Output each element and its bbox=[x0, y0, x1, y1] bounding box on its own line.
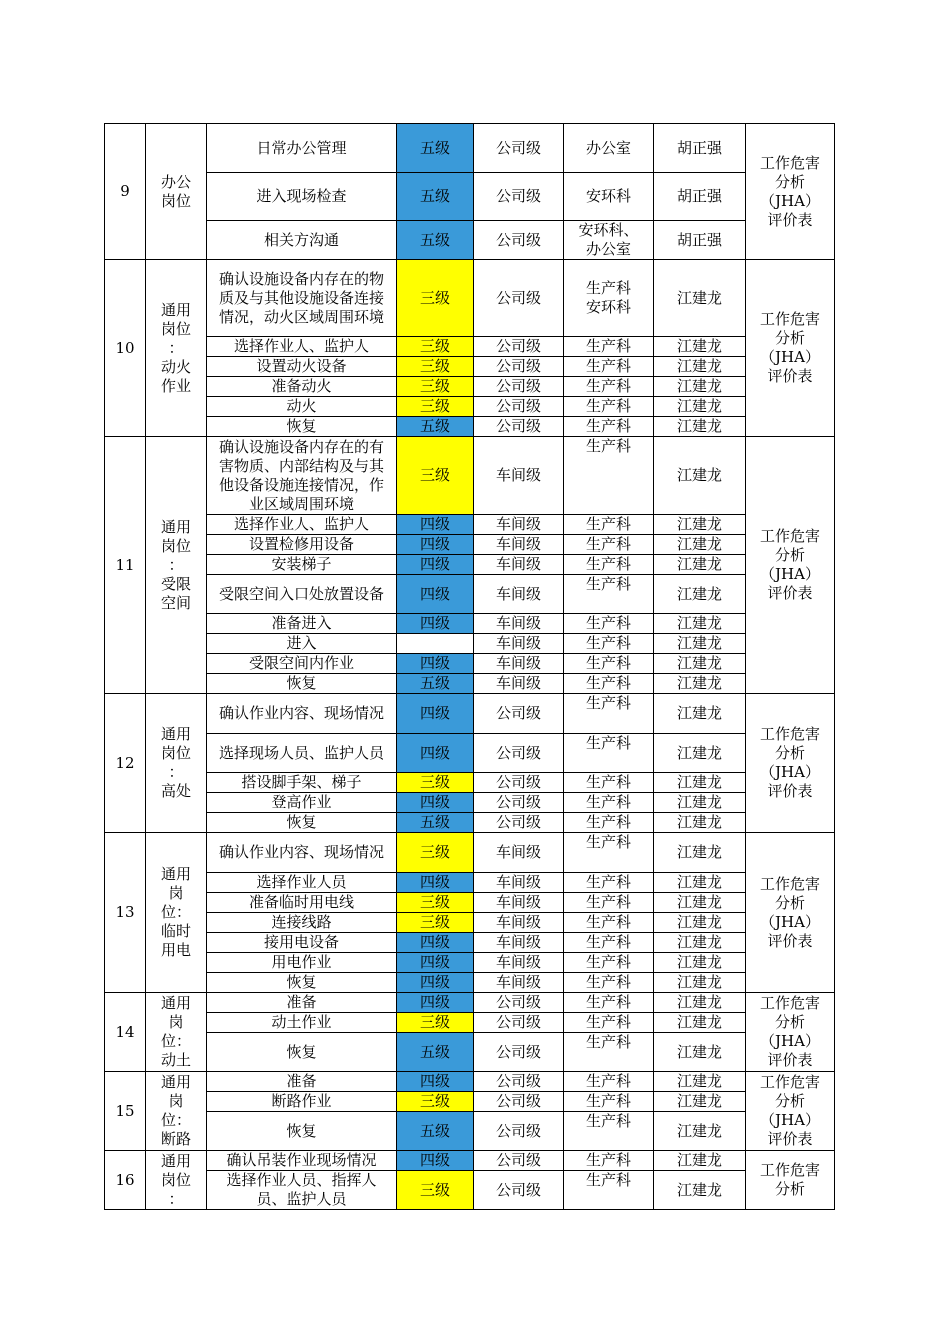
cell-person: 江建龙 bbox=[654, 993, 746, 1013]
cell-person: 江建龙 bbox=[654, 694, 746, 734]
cell-mgmt-level: 公司级 bbox=[474, 993, 564, 1013]
cell-risk-level: 三级 bbox=[397, 437, 474, 515]
group-post: 通用 岗位 ： 受限 空间 bbox=[146, 437, 207, 694]
cell-mgmt-level: 公司级 bbox=[474, 260, 564, 337]
cell-risk-level: 五级 bbox=[397, 173, 474, 221]
cell-person: 江建龙 bbox=[654, 833, 746, 873]
cell-task: 恢复 bbox=[207, 1033, 397, 1072]
group-post: 通用 岗 位： 断路 bbox=[146, 1072, 207, 1151]
cell-dept: 生产科 bbox=[564, 1112, 654, 1151]
cell-mgmt-level: 公司级 bbox=[474, 417, 564, 437]
cell-mgmt-level: 车间级 bbox=[474, 654, 564, 674]
cell-mgmt-level: 公司级 bbox=[474, 397, 564, 417]
cell-task: 进入现场检查 bbox=[207, 173, 397, 221]
cell-dept: 生产科 bbox=[564, 933, 654, 953]
cell-person: 胡正强 bbox=[654, 124, 746, 173]
cell-mgmt-level: 公司级 bbox=[474, 377, 564, 397]
cell-mgmt-level: 车间级 bbox=[474, 833, 564, 873]
cell-task: 日常办公管理 bbox=[207, 124, 397, 173]
cell-task: 用电作业 bbox=[207, 953, 397, 973]
cell-mgmt-level: 车间级 bbox=[474, 913, 564, 933]
cell-task: 登高作业 bbox=[207, 793, 397, 813]
cell-mgmt-level: 车间级 bbox=[474, 535, 564, 555]
cell-mgmt-level: 公司级 bbox=[474, 1013, 564, 1033]
cell-dept: 生产科 bbox=[564, 873, 654, 893]
table-row bbox=[105, 260, 835, 337]
table-row bbox=[105, 953, 835, 973]
cell-risk-level: 三级 bbox=[397, 1013, 474, 1033]
cell-risk-level: 五级 bbox=[397, 417, 474, 437]
cell-person: 江建龙 bbox=[654, 377, 746, 397]
group-number: 10 bbox=[105, 260, 146, 437]
cell-dept: 生产科 bbox=[564, 357, 654, 377]
cell-person: 江建龙 bbox=[654, 357, 746, 377]
cell-task: 受限空间入口处放置设备 bbox=[207, 575, 397, 614]
cell-dept: 生产科 bbox=[564, 575, 654, 614]
cell-mgmt-level: 公司级 bbox=[474, 734, 564, 773]
cell-task: 搭设脚手架、梯子 bbox=[207, 773, 397, 793]
group-method: 工作危害 分析 （JHA） 评价表 bbox=[746, 260, 835, 437]
cell-risk-level: 三级 bbox=[397, 377, 474, 397]
cell-dept: 生产科 bbox=[564, 813, 654, 833]
cell-task: 恢复 bbox=[207, 813, 397, 833]
cell-task: 确认设施设备内存在的有害物质、内部结构及与其他设备设施连接情况，作业区域周围环境 bbox=[207, 437, 397, 515]
cell-dept: 生产科 bbox=[564, 337, 654, 357]
cell-person: 江建龙 bbox=[654, 260, 746, 337]
table-row bbox=[105, 124, 835, 173]
cell-dept: 生产科 bbox=[564, 734, 654, 773]
cell-task: 相关方沟通 bbox=[207, 221, 397, 260]
table-row bbox=[105, 221, 835, 260]
cell-person: 江建龙 bbox=[654, 1112, 746, 1151]
table-row bbox=[105, 515, 835, 535]
cell-person: 江建龙 bbox=[654, 793, 746, 813]
cell-risk-level: 四级 bbox=[397, 575, 474, 614]
cell-dept: 生产科 bbox=[564, 833, 654, 873]
cell-risk-level: 四级 bbox=[397, 973, 474, 993]
cell-dept: 生产科 bbox=[564, 893, 654, 913]
cell-mgmt-level: 公司级 bbox=[474, 357, 564, 377]
cell-dept: 生产科 bbox=[564, 993, 654, 1013]
cell-risk-level: 四级 bbox=[397, 614, 474, 634]
group-method: 工作危害 分析 （JHA） 评价表 bbox=[746, 694, 835, 833]
cell-dept: 生产科 bbox=[564, 973, 654, 993]
cell-risk-level: 五级 bbox=[397, 1112, 474, 1151]
group-post: 通用 岗位 ： 动火 作业 bbox=[146, 260, 207, 437]
cell-mgmt-level: 车间级 bbox=[474, 973, 564, 993]
group-post: 通用 岗 位： 动土 bbox=[146, 993, 207, 1072]
cell-mgmt-level: 车间级 bbox=[474, 674, 564, 694]
cell-task: 确认作业内容、现场情况 bbox=[207, 833, 397, 873]
cell-risk-level: 五级 bbox=[397, 1033, 474, 1072]
cell-person: 江建龙 bbox=[654, 813, 746, 833]
cell-dept: 安环科、 办公室 bbox=[564, 221, 654, 260]
group-number: 14 bbox=[105, 993, 146, 1072]
cell-person: 江建龙 bbox=[654, 953, 746, 973]
cell-dept: 生产科 bbox=[564, 654, 654, 674]
cell-task: 断路作业 bbox=[207, 1092, 397, 1112]
cell-person: 江建龙 bbox=[654, 1092, 746, 1112]
group-method: 工作危害 分析 （JHA） 评价表 bbox=[746, 833, 835, 993]
cell-risk-level: 三级 bbox=[397, 1092, 474, 1112]
cell-risk-level: 四级 bbox=[397, 1072, 474, 1092]
cell-dept: 生产科 bbox=[564, 515, 654, 535]
cell-task: 确认吊装作业现场情况 bbox=[207, 1151, 397, 1171]
cell-person: 江建龙 bbox=[654, 773, 746, 793]
cell-person: 江建龙 bbox=[654, 535, 746, 555]
cell-dept: 生产科 bbox=[564, 1151, 654, 1171]
cell-risk-level: 四级 bbox=[397, 694, 474, 734]
cell-risk-level: 四级 bbox=[397, 654, 474, 674]
cell-dept: 生产科 bbox=[564, 1171, 654, 1210]
cell-dept: 生产科 bbox=[564, 437, 654, 515]
cell-mgmt-level: 车间级 bbox=[474, 634, 564, 654]
table-row bbox=[105, 377, 835, 397]
cell-mgmt-level: 公司级 bbox=[474, 221, 564, 260]
cell-person: 江建龙 bbox=[654, 873, 746, 893]
group-method: 工作危害 分析 （JHA） 评价表 bbox=[746, 1072, 835, 1151]
cell-mgmt-level: 车间级 bbox=[474, 873, 564, 893]
table-row bbox=[105, 634, 835, 654]
cell-mgmt-level: 公司级 bbox=[474, 1033, 564, 1072]
cell-mgmt-level: 公司级 bbox=[474, 773, 564, 793]
cell-person: 江建龙 bbox=[654, 654, 746, 674]
cell-task: 接用电设备 bbox=[207, 933, 397, 953]
cell-mgmt-level: 车间级 bbox=[474, 614, 564, 634]
cell-task: 确认设施设备内存在的物质及与其他设施设备连接情况，动火区域周围环境 bbox=[207, 260, 397, 337]
table-row bbox=[105, 555, 835, 575]
cell-dept: 生产科 bbox=[564, 793, 654, 813]
cell-task: 恢复 bbox=[207, 973, 397, 993]
table-row bbox=[105, 357, 835, 377]
cell-person: 江建龙 bbox=[654, 1171, 746, 1210]
group-number: 16 bbox=[105, 1151, 146, 1210]
cell-mgmt-level: 公司级 bbox=[474, 124, 564, 173]
cell-risk-level: 四级 bbox=[397, 933, 474, 953]
cell-mgmt-level: 公司级 bbox=[474, 173, 564, 221]
cell-risk-level: 五级 bbox=[397, 221, 474, 260]
table-row bbox=[105, 893, 835, 913]
cell-mgmt-level: 公司级 bbox=[474, 1092, 564, 1112]
cell-task: 选择作业人、监护人 bbox=[207, 515, 397, 535]
table-row bbox=[105, 933, 835, 953]
cell-person: 江建龙 bbox=[654, 437, 746, 515]
cell-risk-level: 四级 bbox=[397, 1151, 474, 1171]
cell-task: 进入 bbox=[207, 634, 397, 654]
cell-mgmt-level: 车间级 bbox=[474, 933, 564, 953]
cell-dept: 生产科 bbox=[564, 694, 654, 734]
cell-person: 胡正强 bbox=[654, 173, 746, 221]
cell-task: 恢复 bbox=[207, 1112, 397, 1151]
cell-risk-level: 四级 bbox=[397, 993, 474, 1013]
cell-person: 江建龙 bbox=[654, 575, 746, 614]
table-row bbox=[105, 734, 835, 773]
cell-dept: 生产科 bbox=[564, 953, 654, 973]
cell-person: 江建龙 bbox=[654, 913, 746, 933]
cell-person: 江建龙 bbox=[654, 337, 746, 357]
table-row bbox=[105, 833, 835, 873]
cell-dept: 生产科 bbox=[564, 634, 654, 654]
cell-dept: 生产科 bbox=[564, 614, 654, 634]
cell-dept: 生产科 安环科 bbox=[564, 260, 654, 337]
group-number: 12 bbox=[105, 694, 146, 833]
cell-risk-level: 三级 bbox=[397, 260, 474, 337]
cell-dept: 生产科 bbox=[564, 555, 654, 575]
cell-person: 江建龙 bbox=[654, 555, 746, 575]
cell-mgmt-level: 公司级 bbox=[474, 337, 564, 357]
group-method: 工作危害 分析 bbox=[746, 1151, 835, 1210]
cell-person: 江建龙 bbox=[654, 1072, 746, 1092]
cell-risk-level: 三级 bbox=[397, 337, 474, 357]
table-row bbox=[105, 1151, 835, 1171]
cell-person: 江建龙 bbox=[654, 734, 746, 773]
table-row bbox=[105, 397, 835, 417]
cell-dept: 生产科 bbox=[564, 417, 654, 437]
risk-control-table bbox=[104, 123, 835, 1210]
cell-task: 动火 bbox=[207, 397, 397, 417]
cell-person: 江建龙 bbox=[654, 893, 746, 913]
table-row bbox=[105, 674, 835, 694]
group-method: 工作危害 分析 （JHA） 评价表 bbox=[746, 437, 835, 694]
cell-person: 江建龙 bbox=[654, 1033, 746, 1072]
table-row bbox=[105, 437, 835, 515]
table-row bbox=[105, 873, 835, 893]
cell-risk-level: 四级 bbox=[397, 535, 474, 555]
cell-mgmt-level: 公司级 bbox=[474, 694, 564, 734]
group-post: 通用 岗位 ： bbox=[146, 1151, 207, 1210]
cell-task: 选择作业人、监护人 bbox=[207, 337, 397, 357]
cell-task: 设置动火设备 bbox=[207, 357, 397, 377]
table-row bbox=[105, 417, 835, 437]
cell-task: 恢复 bbox=[207, 417, 397, 437]
cell-task: 受限空间内作业 bbox=[207, 654, 397, 674]
table-row bbox=[105, 1072, 835, 1092]
table-row bbox=[105, 973, 835, 993]
table-row bbox=[105, 1171, 835, 1210]
table-row bbox=[105, 993, 835, 1013]
cell-task: 连接线路 bbox=[207, 913, 397, 933]
cell-mgmt-level: 车间级 bbox=[474, 437, 564, 515]
cell-task: 准备 bbox=[207, 993, 397, 1013]
table-row bbox=[105, 1092, 835, 1112]
cell-risk-level: 三级 bbox=[397, 397, 474, 417]
cell-task: 安装梯子 bbox=[207, 555, 397, 575]
cell-mgmt-level: 车间级 bbox=[474, 555, 564, 575]
table-row bbox=[105, 813, 835, 833]
group-number: 15 bbox=[105, 1072, 146, 1151]
table-row bbox=[105, 654, 835, 674]
cell-person: 江建龙 bbox=[654, 973, 746, 993]
cell-person: 江建龙 bbox=[654, 933, 746, 953]
group-number: 9 bbox=[105, 124, 146, 260]
group-post: 通用 岗位 ： 高处 bbox=[146, 694, 207, 833]
cell-person: 胡正强 bbox=[654, 221, 746, 260]
table-row bbox=[105, 535, 835, 555]
cell-risk-level: 三级 bbox=[397, 913, 474, 933]
cell-risk-level: 四级 bbox=[397, 515, 474, 535]
cell-dept: 生产科 bbox=[564, 535, 654, 555]
cell-dept: 生产科 bbox=[564, 1072, 654, 1092]
cell-mgmt-level: 公司级 bbox=[474, 1151, 564, 1171]
cell-dept: 生产科 bbox=[564, 1092, 654, 1112]
cell-mgmt-level: 车间级 bbox=[474, 893, 564, 913]
cell-task: 确认作业内容、现场情况 bbox=[207, 694, 397, 734]
group-post: 通用 岗 位： 临时 用电 bbox=[146, 833, 207, 993]
table-row bbox=[105, 337, 835, 357]
table-row bbox=[105, 575, 835, 614]
cell-risk-level bbox=[397, 634, 474, 654]
group-method: 工作危害 分析 （JHA） 评价表 bbox=[746, 993, 835, 1072]
cell-person: 江建龙 bbox=[654, 515, 746, 535]
cell-task: 选择作业人员、指挥人员、监护人员 bbox=[207, 1171, 397, 1210]
table-row bbox=[105, 1033, 835, 1072]
cell-mgmt-level: 车间级 bbox=[474, 515, 564, 535]
cell-mgmt-level: 公司级 bbox=[474, 1171, 564, 1210]
cell-dept: 生产科 bbox=[564, 1013, 654, 1033]
table-row bbox=[105, 913, 835, 933]
cell-mgmt-level: 公司级 bbox=[474, 813, 564, 833]
cell-risk-level: 五级 bbox=[397, 813, 474, 833]
cell-dept: 生产科 bbox=[564, 773, 654, 793]
cell-person: 江建龙 bbox=[654, 417, 746, 437]
cell-person: 江建龙 bbox=[654, 1013, 746, 1033]
cell-mgmt-level: 车间级 bbox=[474, 575, 564, 614]
cell-task: 恢复 bbox=[207, 674, 397, 694]
cell-dept: 生产科 bbox=[564, 1033, 654, 1072]
cell-task: 准备动火 bbox=[207, 377, 397, 397]
cell-risk-level: 三级 bbox=[397, 1171, 474, 1210]
table-row bbox=[105, 173, 835, 221]
cell-risk-level: 四级 bbox=[397, 873, 474, 893]
table-row bbox=[105, 793, 835, 813]
cell-risk-level: 四级 bbox=[397, 734, 474, 773]
cell-task: 准备进入 bbox=[207, 614, 397, 634]
cell-person: 江建龙 bbox=[654, 1151, 746, 1171]
cell-mgmt-level: 车间级 bbox=[474, 953, 564, 973]
cell-person: 江建龙 bbox=[654, 674, 746, 694]
cell-mgmt-level: 公司级 bbox=[474, 793, 564, 813]
cell-risk-level: 四级 bbox=[397, 793, 474, 813]
cell-dept: 生产科 bbox=[564, 397, 654, 417]
cell-risk-level: 五级 bbox=[397, 674, 474, 694]
cell-task: 准备 bbox=[207, 1072, 397, 1092]
cell-mgmt-level: 公司级 bbox=[474, 1072, 564, 1092]
cell-risk-level: 四级 bbox=[397, 953, 474, 973]
cell-dept: 生产科 bbox=[564, 377, 654, 397]
table-row bbox=[105, 694, 835, 734]
cell-risk-level: 四级 bbox=[397, 555, 474, 575]
cell-person: 江建龙 bbox=[654, 614, 746, 634]
cell-task: 选择现场人员、监护人员 bbox=[207, 734, 397, 773]
cell-person: 江建龙 bbox=[654, 397, 746, 417]
cell-dept: 安环科 bbox=[564, 173, 654, 221]
cell-person: 江建龙 bbox=[654, 634, 746, 654]
cell-mgmt-level: 公司级 bbox=[474, 1112, 564, 1151]
cell-risk-level: 三级 bbox=[397, 357, 474, 377]
cell-risk-level: 五级 bbox=[397, 124, 474, 173]
group-post: 办公 岗位 bbox=[146, 124, 207, 260]
table-row bbox=[105, 773, 835, 793]
group-number: 13 bbox=[105, 833, 146, 993]
cell-dept: 生产科 bbox=[564, 674, 654, 694]
group-method: 工作危害 分析 （JHA） 评价表 bbox=[746, 124, 835, 260]
cell-dept: 办公室 bbox=[564, 124, 654, 173]
cell-task: 设置检修用设备 bbox=[207, 535, 397, 555]
group-number: 11 bbox=[105, 437, 146, 694]
cell-risk-level: 三级 bbox=[397, 893, 474, 913]
cell-task: 准备临时用电线 bbox=[207, 893, 397, 913]
cell-risk-level: 三级 bbox=[397, 833, 474, 873]
table-row bbox=[105, 1013, 835, 1033]
cell-task: 动土作业 bbox=[207, 1013, 397, 1033]
cell-dept: 生产科 bbox=[564, 913, 654, 933]
cell-task: 选择作业人员 bbox=[207, 873, 397, 893]
table-row bbox=[105, 1112, 835, 1151]
table-row bbox=[105, 614, 835, 634]
cell-risk-level: 三级 bbox=[397, 773, 474, 793]
